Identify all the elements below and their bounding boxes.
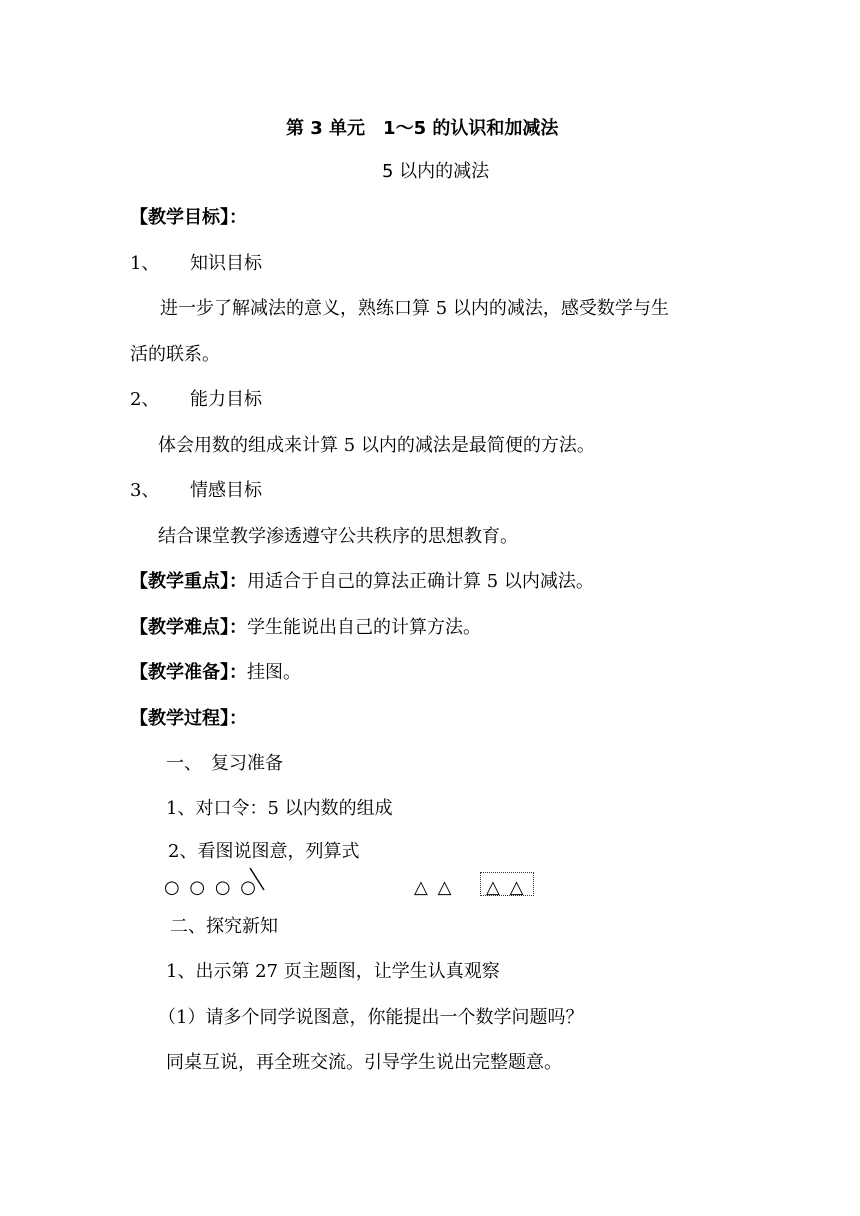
key-point-heading: 【教学重点】： (130, 571, 247, 592)
goal1-number: 1、 (130, 253, 160, 274)
section2-item1-sub2: 同桌互说，再全班交流。引导学生说出完整题意。 (166, 1052, 562, 1073)
section2-item1: 1、出示第 27 页主题图，让学生认真观察 (166, 961, 500, 982)
triangles-left: △ △ (414, 877, 454, 898)
triangles-boxed: △ △ (486, 877, 526, 898)
goal2-label: 能力目标 (190, 389, 262, 410)
section1-title: 一、 复习准备 (166, 753, 283, 774)
goal1-text-line2: 活的联系。 (130, 344, 220, 365)
difficulty (130, 616, 481, 640)
page-subtitle: 5 以内的减法 (382, 161, 490, 182)
goal1-label: 知识目标 (190, 253, 262, 274)
circles-figure: ○ ○ ○ ○ (164, 877, 258, 898)
section1-item2: 2、看图说图意，列算式 (168, 841, 360, 862)
goal3-text: 结合课堂教学渗透遵守公共秩序的思想教育。 (158, 526, 518, 547)
goal2-number: 2、 (130, 389, 160, 410)
section2-item1-sub: （1）请多个同学说图意，你能提出一个数学问题吗？ (158, 1007, 584, 1028)
process-heading: 【教学过程】： (130, 708, 247, 729)
key-point (130, 570, 594, 594)
goal3-label: 情感目标 (190, 480, 262, 501)
prep-text: 挂图。 (247, 662, 301, 683)
cross-out-mark (246, 866, 270, 892)
preparation (130, 661, 301, 685)
page-title: 第 3 单元 1～5 的认识和加减法 (286, 118, 559, 139)
goals-heading: 【教学目标】： (130, 207, 247, 228)
difficulty-text: 学生能说出自己的计算方法。 (247, 617, 481, 638)
section2-title: 二、探究新知 (170, 916, 278, 937)
difficulty-heading: 【教学难点】： (130, 617, 247, 638)
prep-heading: 【教学准备】： (130, 662, 247, 683)
goal3-number: 3、 (130, 480, 160, 501)
section1-item1: 1、对口令：5 以内数的组成 (166, 798, 393, 819)
key-point-text: 用适合于自己的算法正确计算 5 以内减法。 (247, 571, 594, 592)
goal2-text: 体会用数的组成来计算 5 以内的减法是最简便的方法。 (158, 435, 595, 456)
goal1-text-line1: 进一步了解减法的意义，熟练口算 5 以内的减法，感受数学与生 (160, 298, 669, 319)
